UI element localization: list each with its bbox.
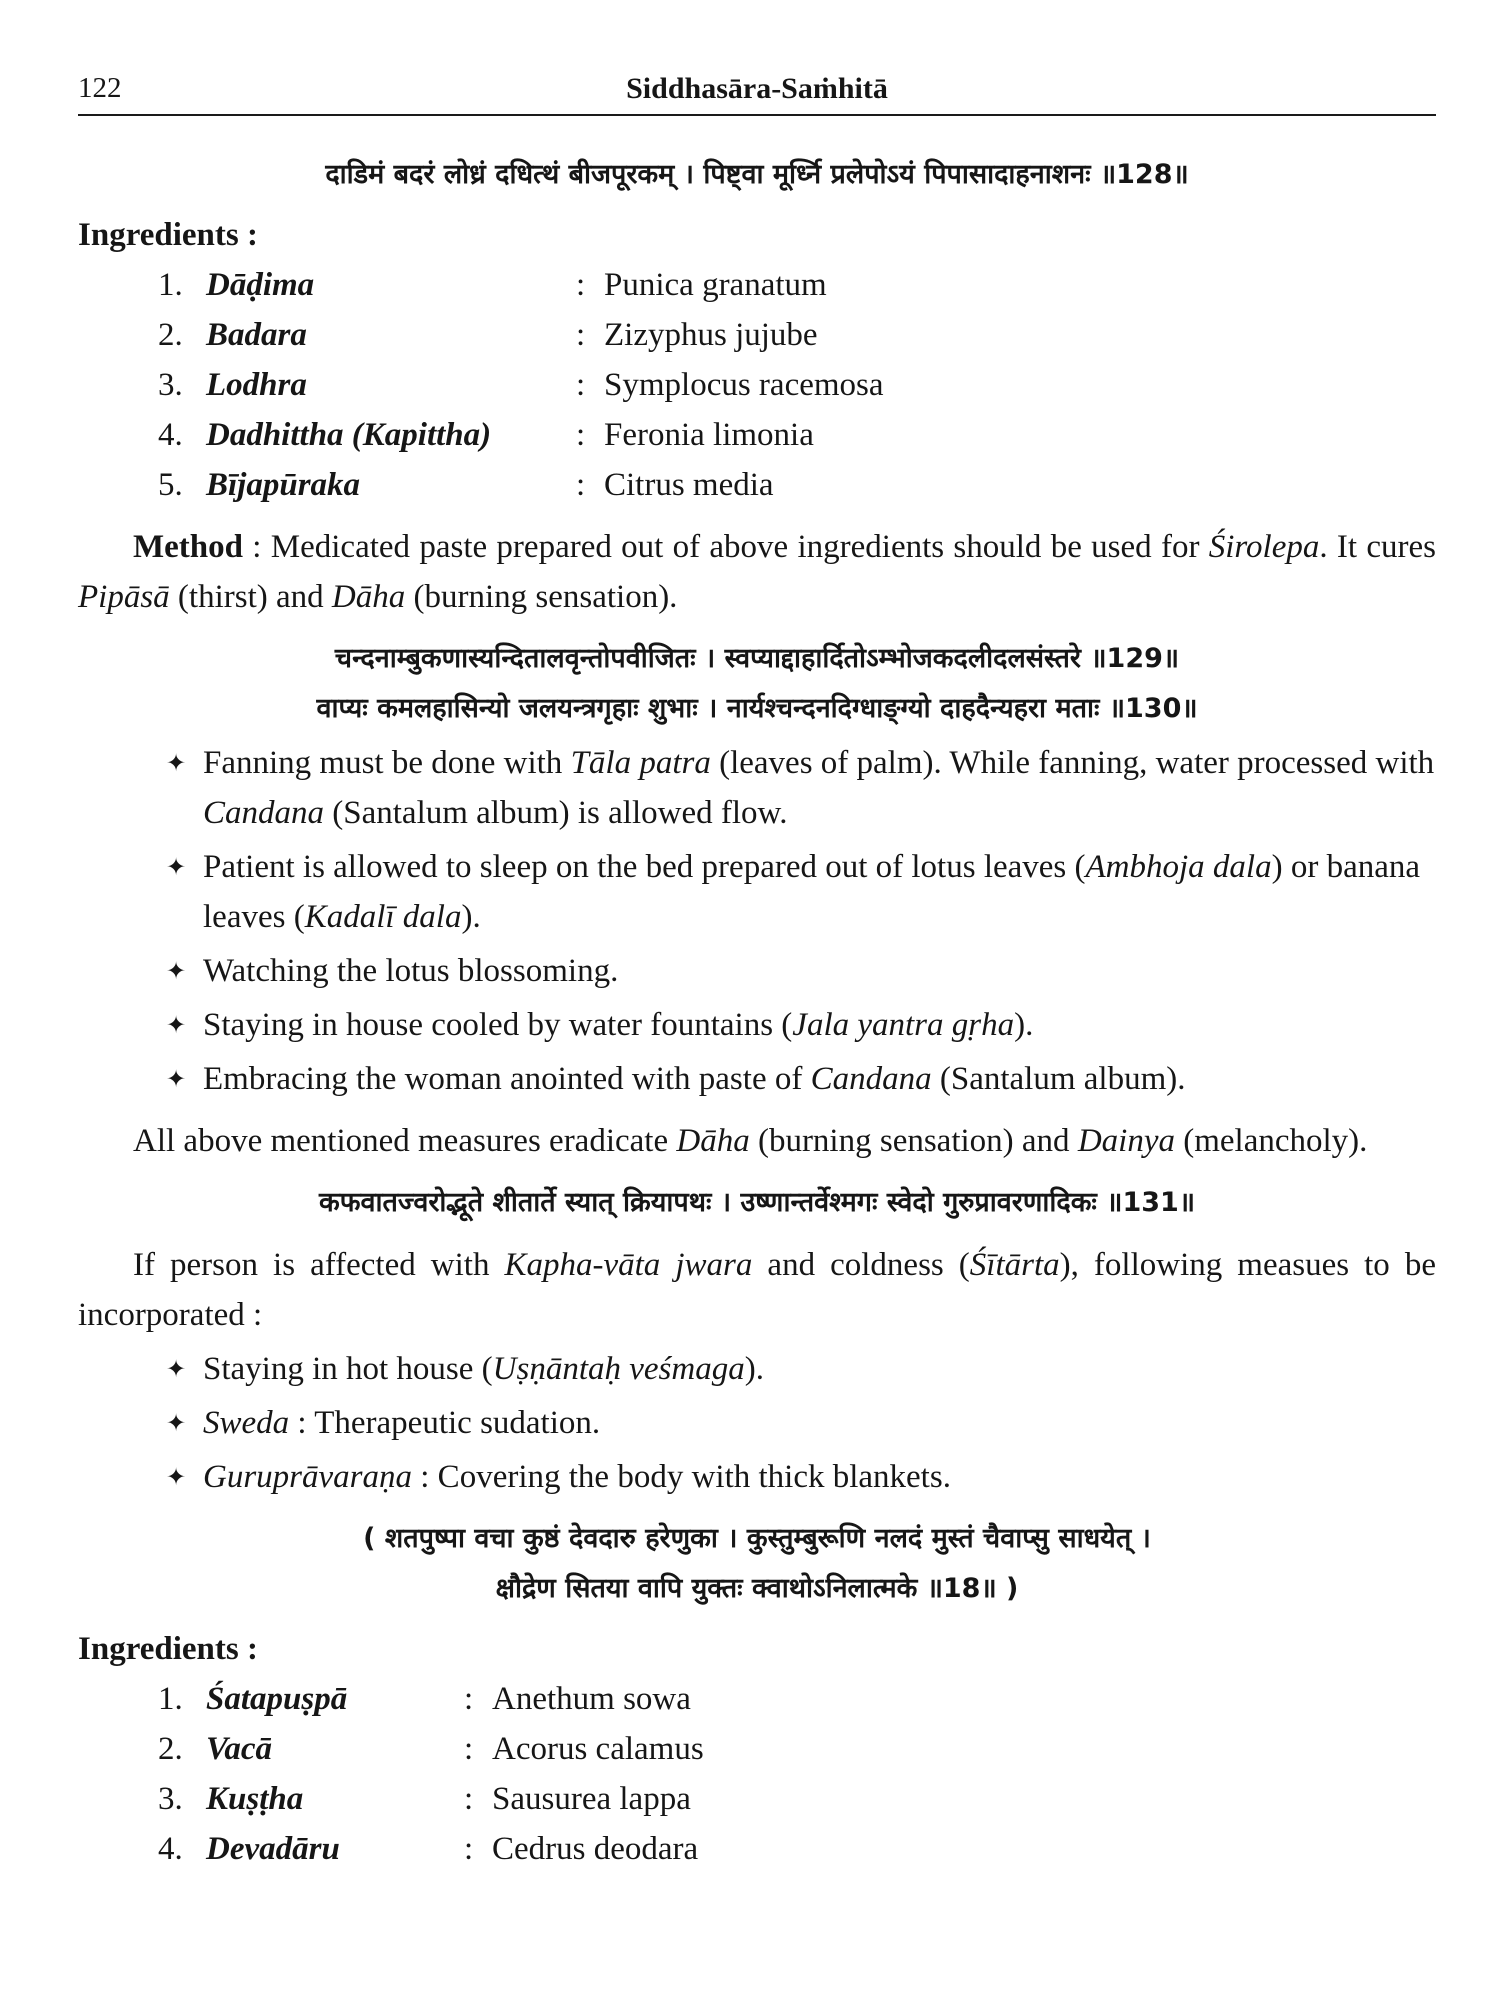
measures-paragraph (78, 1116, 1436, 1166)
text-run: (Santalum album) is allowed flow. (324, 795, 788, 831)
text-run: (leaves of palm). While fanning, water processed with (710, 745, 1435, 781)
text-run: : Therapeutic sudation. (289, 1405, 601, 1441)
ingredient-number: 1. (158, 267, 183, 303)
ingredient-row (78, 460, 1436, 510)
text-run: ). (744, 1351, 764, 1387)
bullet-star-icon: ✦ (166, 749, 187, 777)
italic-term: Sweda (203, 1405, 290, 1441)
ingredient-row (78, 410, 1436, 460)
running-title: Siddhasāra-Saṁhitā (626, 72, 888, 105)
ingredient-row (78, 310, 1436, 360)
text-run: Fanning must be done with (203, 745, 571, 781)
ingredient-botanical: Zizyphus jujube (604, 317, 818, 353)
italic-term: Jala yantra gṛha (792, 1007, 1015, 1043)
text-run: : Covering the body with thick blankets. (412, 1459, 951, 1495)
ingredient-name: Dadhittha (Kapittha) (206, 417, 492, 453)
ingredient-separator: : (464, 1681, 474, 1717)
page-content (78, 150, 1436, 1874)
sanskrit-verse-18-line1: ( शतपुष्पा वचा कुष्ठं देवदारु हरेणुका । कुस्तुम्बुरूणि नलदं मुस्तं चैवाप्सु साधयेत् । (363, 1523, 1151, 1554)
sanskrit-verse-130: वाप्यः कमलहासिन्यो जलयन्त्रगृहाः शुभाः । नार्यश्चन्दनदिग्धाङ्ग्यो दाहदैन्यहरा मताः ॥130॥ (316, 693, 1198, 724)
text-run: ). (461, 899, 481, 935)
ingredient-botanical: Cedrus deodara (492, 1831, 699, 1867)
ingredient-name: Bījapūraka (206, 467, 361, 503)
ingredients-list (78, 1674, 1436, 1874)
ingredient-botanical: Symplocus racemosa (604, 367, 884, 403)
text-run: (burning sensation). (405, 579, 678, 615)
ingredient-botanical: Citrus media (604, 467, 774, 503)
bullet-star-icon: ✦ (166, 1463, 187, 1491)
text-run: : Medicated paste prepared out of above ingredients should be used for (243, 529, 1209, 565)
text-run: ), following measues to be incorporated : (78, 1247, 1436, 1333)
italic-term: Pipāsā (78, 579, 170, 615)
ingredient-row (78, 1674, 1436, 1724)
ingredient-separator: : (576, 367, 586, 403)
bullet-item (78, 946, 1436, 996)
text-run: (burning sensation) and (749, 1123, 1078, 1159)
ingredient-row (78, 1774, 1436, 1824)
page-number: 122 (78, 72, 122, 104)
sanskrit-verse-18-line2: क्षौद्रेण सितया वापि युक्तः क्वाथोऽनिलात्मके ॥18॥ ) (495, 1573, 1019, 1604)
ingredient-separator: : (576, 317, 586, 353)
ingredients-heading: Ingredients : (78, 217, 258, 253)
method-paragraph (78, 522, 1436, 622)
bullet-item (78, 1000, 1436, 1050)
text-run: All above mentioned measures eradicate (133, 1123, 677, 1159)
ingredient-name: Devadāru (206, 1831, 340, 1867)
ingredient-number: 4. (158, 1831, 183, 1867)
text-run: Staying in hot house ( (203, 1351, 493, 1387)
bullet-star-icon: ✦ (166, 1409, 187, 1437)
italic-term: Ambhoja dala (1085, 849, 1272, 885)
bullet-item (78, 1398, 1436, 1448)
ingredient-separator: : (464, 1781, 474, 1817)
ingredient-botanical: Punica granatum (604, 267, 827, 303)
italic-term: Candana (203, 795, 325, 831)
ingredient-number: 1. (158, 1681, 183, 1717)
bullet-star-icon: ✦ (166, 957, 187, 985)
ingredient-name: Kuṣṭha (206, 1781, 304, 1817)
text-run: If person is affected with (133, 1247, 505, 1283)
bullet-item (78, 842, 1436, 942)
bullet-star-icon: ✦ (166, 1355, 187, 1383)
bullet-list (78, 1344, 1436, 1502)
text-run: (thirst) and (169, 579, 332, 615)
italic-term: Tāla patra (570, 745, 711, 781)
text-run: (Santalum album). (931, 1061, 1186, 1097)
bullet-item (78, 1344, 1436, 1394)
ingredient-botanical: Feronia limonia (604, 417, 814, 453)
ingredient-name: Dāḍima (206, 267, 315, 303)
bullet-star-icon: ✦ (166, 853, 187, 881)
ingredient-row (78, 1824, 1436, 1874)
method-label: Method (133, 529, 243, 565)
sanskrit-verse-128: दाडिमं बदरं लोध्रं दधित्थं बीजपूरकम् । पिष्ट्वा मूर्ध्नि प्रलेपोऽयं पिपासादाहनाशनः ॥128॥ (325, 159, 1189, 190)
italic-term: Kapha-vāta jwara (504, 1247, 753, 1283)
ingredient-botanical: Acorus calamus (492, 1731, 704, 1767)
ingredient-separator: : (464, 1731, 474, 1767)
ingredients-list (78, 260, 1436, 510)
text-run: ) or banana leaves ( (203, 849, 1421, 935)
ingredient-name: Śatapuṣpā (206, 1681, 348, 1717)
italic-term: Guruprāvaraṇa (203, 1459, 413, 1495)
ingredient-number: 4. (158, 417, 183, 453)
text-run: Watching the lotus blossoming. (203, 953, 619, 989)
sanskrit-verse-129: चन्दनाम्बुकणास्यन्दितालवृन्तोपवीजितः । स्वप्याद्दाहार्दितोऽम्भोजकदलीदलसंस्तरे ॥129॥ (334, 643, 1180, 674)
ingredient-row (78, 260, 1436, 310)
italic-term: Candana (810, 1061, 932, 1097)
italic-term: Śītārta (969, 1247, 1060, 1283)
ingredient-separator: : (576, 417, 586, 453)
ingredient-name: Lodhra (206, 367, 307, 403)
ingredient-number: 3. (158, 1781, 183, 1817)
ingredient-name: Badara (206, 317, 307, 353)
italic-term: Dainya (1077, 1123, 1175, 1159)
bullet-star-icon: ✦ (166, 1065, 187, 1093)
ingredient-number: 2. (158, 1731, 183, 1767)
text-run: (melancholy). (1174, 1123, 1368, 1159)
italic-term: Kadalī dala (304, 899, 462, 935)
text-run: Staying in house cooled by water fountains ( (203, 1007, 793, 1043)
ingredient-number: 2. (158, 317, 183, 353)
text-run: Patient is allowed to sleep on the bed prepared out of lotus leaves ( (203, 849, 1086, 885)
header-rule (78, 114, 1436, 116)
ingredient-botanical: Anethum sowa (492, 1681, 691, 1717)
italic-term: Uṣṇāntaḥ veśmaga (492, 1351, 745, 1387)
page-header (78, 72, 1436, 116)
text-run: Embracing the woman anointed with paste of (203, 1061, 811, 1097)
bullet-item (78, 1054, 1436, 1104)
ingredient-separator: : (464, 1831, 474, 1867)
ingredient-botanical: Sausurea lappa (492, 1781, 691, 1817)
ingredient-name: Vacā (206, 1731, 272, 1767)
bullet-item (78, 1452, 1436, 1502)
italic-term: Dāha (331, 579, 406, 615)
ingredient-number: 5. (158, 467, 183, 503)
ingredient-row (78, 360, 1436, 410)
ingredient-number: 3. (158, 367, 183, 403)
text-run: and coldness ( (752, 1247, 970, 1283)
ingredient-separator: : (576, 467, 586, 503)
italic-term: Dāha (676, 1123, 750, 1159)
text-run: . It cures (1319, 529, 1436, 565)
sanskrit-verse-131: कफवातज्वरोद्भूते शीतार्ते स्यात् क्रियापथः । उष्णान्तर्वेश्मगः स्वेदो गुरुप्रावरणादिकः ॥131॥ (318, 1187, 1195, 1218)
ingredient-row (78, 1724, 1436, 1774)
bullet-list (78, 738, 1436, 1104)
bullet-item (78, 738, 1436, 838)
ingredients-heading: Ingredients : (78, 1631, 258, 1667)
italic-term: Śirolepa (1208, 529, 1320, 565)
kapha-vata-paragraph (78, 1240, 1436, 1340)
ingredient-separator: : (576, 267, 586, 303)
bullet-star-icon: ✦ (166, 1011, 187, 1039)
text-run: ). (1014, 1007, 1034, 1043)
